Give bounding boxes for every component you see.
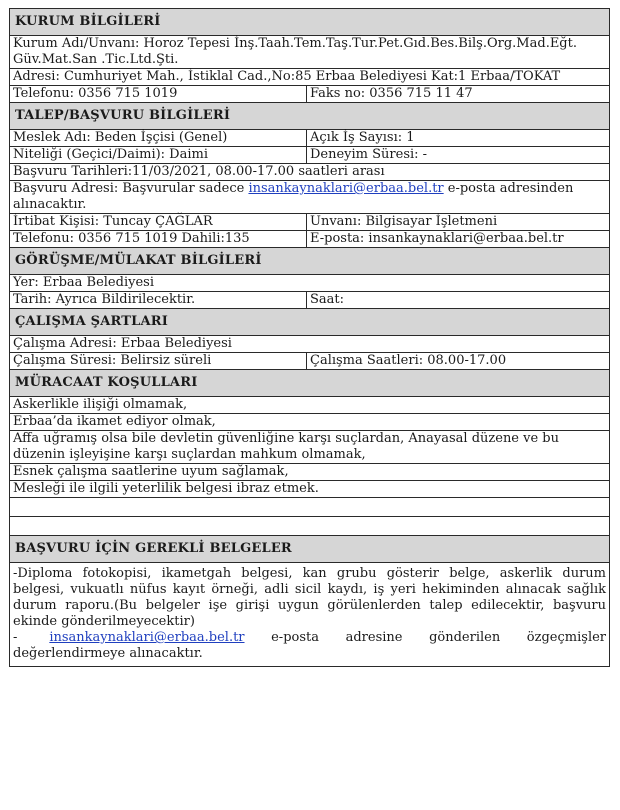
section-title-muracaat: MÜRACAAT KOŞULLARI: [10, 370, 610, 397]
unvani: Unvanı: Bilgisayar İşletmeni: [307, 214, 610, 231]
kurum-phone: Telefonu: 0356 715 1019: [10, 86, 307, 103]
basvuru-adresi-suffix: e-posta adresinden alınacaktır.: [13, 181, 574, 212]
acik-is-sayisi: Açık İş Sayısı: 1: [307, 130, 610, 147]
belgeler-email-line: [13, 630, 611, 662]
empty-row: [10, 498, 610, 517]
empty-row: [10, 517, 610, 536]
basvuru-tarihleri: Başvuru Tarihleri:11/03/2021, 08.00-17.00 saatleri arası: [10, 164, 610, 181]
belgeler-content: [10, 563, 610, 667]
kurum-name: [10, 36, 610, 69]
irtibat-kisisi: İrtibat Kişisi: Tuncay ÇAĞLAR: [10, 214, 307, 231]
meslek-adi: Meslek Adı: Beden İşçisi (Genel): [10, 130, 307, 147]
gorusme-saat: Saat:: [307, 292, 610, 309]
irtibat-telefon: Telefonu: 0356 715 1019 Dahili:135: [10, 231, 307, 248]
gorusme-yer: Yer: Erbaa Belediyesi: [10, 275, 610, 292]
muracaat-item: Askerlikle ilişiği olmamak,: [10, 397, 610, 414]
section-title-calisma: ÇALIŞMA ŞARTLARI: [10, 309, 610, 336]
section-title-kurum: KURUM BİLGİLERİ: [10, 9, 610, 36]
irtibat-eposta: E-posta: insankaynaklari@erbaa.bel.tr: [307, 231, 610, 248]
section-title-talep: TALEP/BAŞVURU BİLGİLERİ: [10, 103, 610, 130]
belgeler-text: -Diploma fotokopisi, ikametgah belgesi, kan grubu gösterir belge, askerlik durum belgesi, vukuatlı nüfus kayıt örneği, adli sicil kaydı, iş yeri hekiminden alınacak sağlık durum raporu.(Bu belgeler işe girişi uygun görülenlerden talep edilecektir, başvuru ekinde gönderilmeyecektir): [13, 566, 606, 629]
form-table: [9, 8, 610, 667]
belgeler-email-link[interactable]: insankaynaklari@erbaa.bel.tr: [49, 630, 245, 645]
calisma-saatleri: Çalışma Saatleri: 08.00-17.00: [307, 353, 610, 370]
kurum-fax: Faks no: 0356 715 11 47: [307, 86, 610, 103]
kurum-name-line2: Güv.Mat.San .Tic.Ltd.Şti.: [13, 52, 179, 67]
belgeler-email-suffix: e-posta adresine gönderilen özgeçmişler değerlendirmeye alınacaktır.: [13, 630, 611, 661]
section-title-belgeler: BAŞVURU İÇİN GEREKLİ BELGELER: [10, 536, 610, 563]
muracaat-item: Mesleği ile ilgili yeterlilik belgesi ibraz etmek.: [10, 481, 610, 498]
kurum-address: Adresi: Cumhuriyet Mah., İstiklal Cad.,No:85 Erbaa Belediyesi Kat:1 Erbaa/TOKAT: [10, 69, 610, 86]
calisma-suresi: Çalışma Süresi: Belirsiz süreli: [10, 353, 307, 370]
gorusme-tarih: Tarih: Ayrıca Bildirilecektir.: [10, 292, 307, 309]
basvuru-adresi: [10, 181, 610, 214]
muracaat-item: Erbaa’da ikamet ediyor olmak,: [10, 414, 610, 431]
deneyim-suresi: Deneyim Süresi: -: [307, 147, 610, 164]
niteligi: Niteliği (Geçici/Daimi): Daimi: [10, 147, 307, 164]
kurum-name-line1: Kurum Adı/Unvanı: Horoz Tepesi İnş.Taah.Tem.Taş.Tur.Pet.Gıd.Bes.Bilş.Org.Mad.Eğt.: [13, 36, 577, 51]
basvuru-adresi-prefix: Başvuru Adresi: Başvurular sadece: [13, 181, 249, 196]
muracaat-item: Affa uğramış olsa bile devletin güvenliğine karşı suçlardan, Anayasal düzene ve bu düzenin işleyişine karşı suçlardan mahkum olmamak,: [10, 431, 610, 464]
section-title-gorusme: GÖRÜŞME/MÜLAKAT BİLGİLERİ: [10, 248, 610, 275]
document: [9, 8, 609, 667]
email-link[interactable]: insankaynaklari@erbaa.bel.tr: [248, 181, 444, 196]
calisma-adresi: Çalışma Adresi: Erbaa Belediyesi: [10, 336, 610, 353]
belgeler-email-prefix: -: [13, 630, 50, 645]
muracaat-item: Esnek çalışma saatlerine uyum sağlamak,: [10, 464, 610, 481]
